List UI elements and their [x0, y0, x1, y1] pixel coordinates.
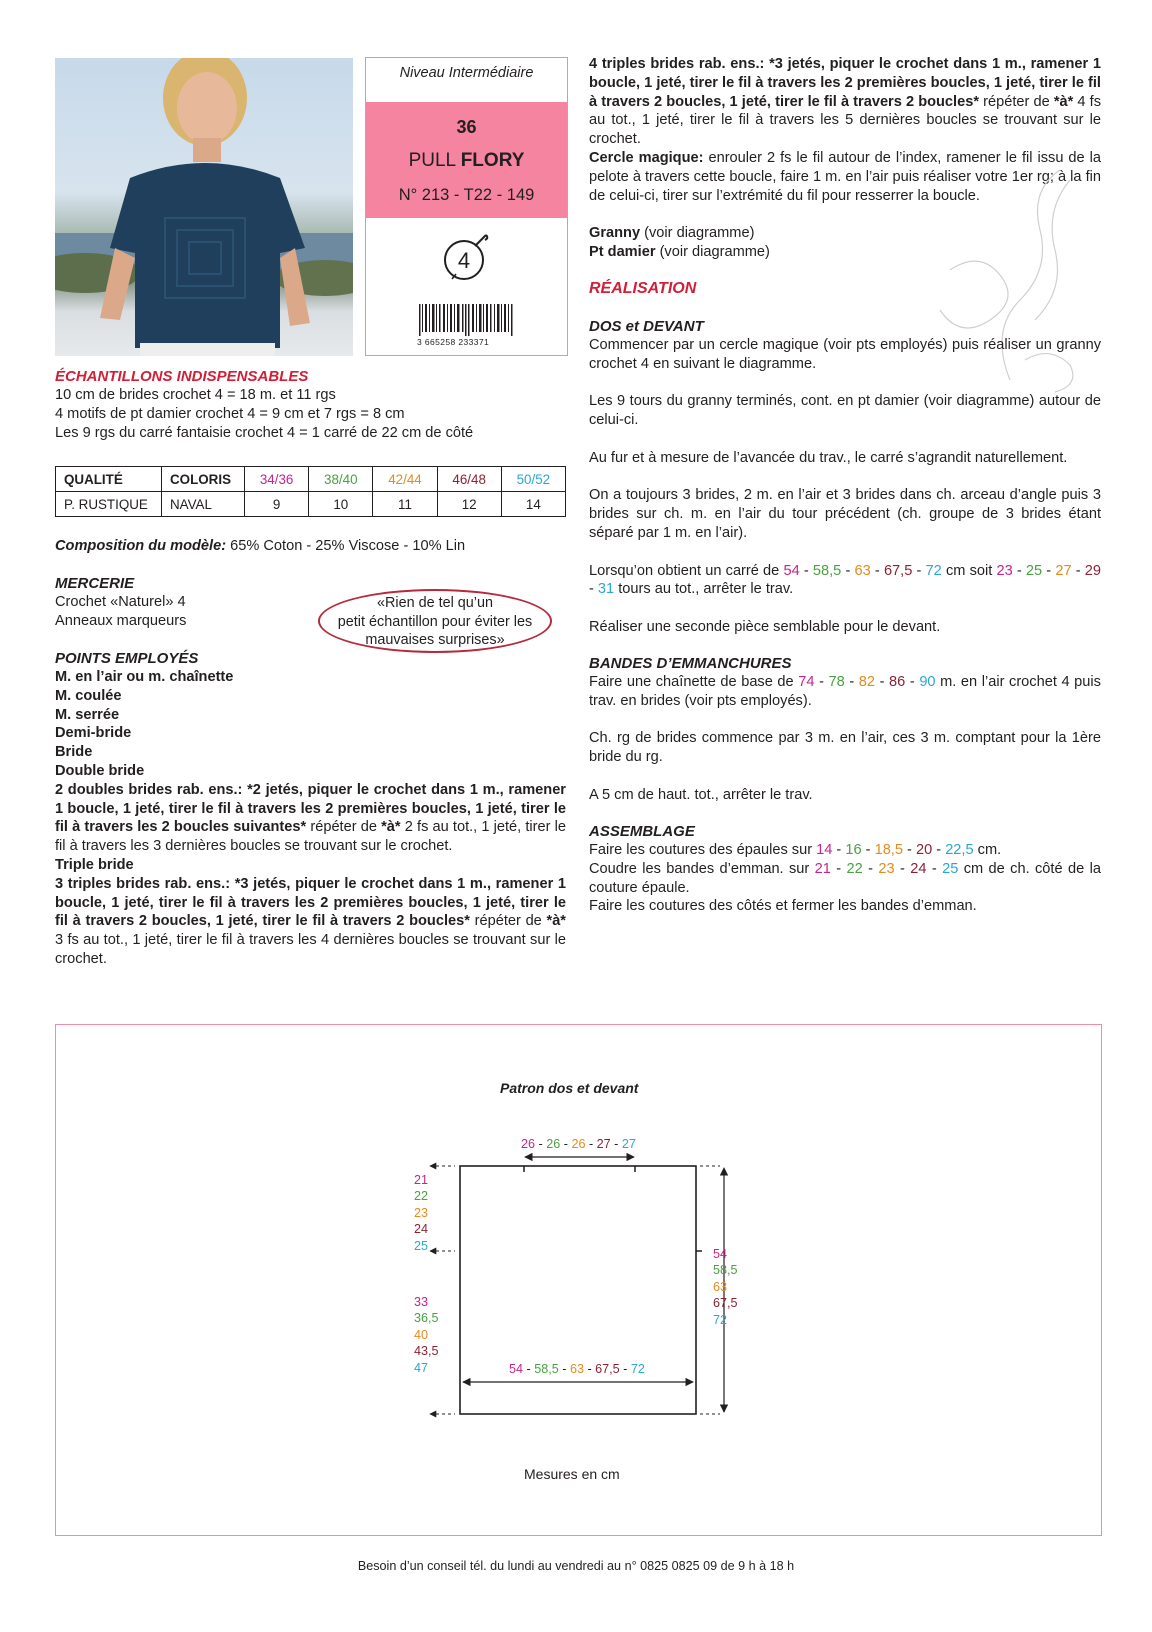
paragraph: Lorsqu’on obtient un carré de 54 - 58,5 - 63 - 67,5 - 72 cm soit 23 - 25 - 27 - 29 - 31 tours au tot., arrêter le trav.: [589, 562, 1101, 598]
diagram-title: Patron dos et devant: [500, 1080, 639, 1096]
table-cell: 14: [501, 492, 565, 517]
units-label: Mesures en cm: [524, 1466, 620, 1482]
table-header: 34/36: [245, 467, 309, 492]
stitch-desc: 2 doubles brides rab. ens.: *2 jetés, piquer le crochet dans 1 m., ramener 1 boucle, 1 jeté, tirer le fil à travers les 2 premières boucles, 1 jeté, tirer le fil à travers les 2 boucles suivantes* répéter de *à* 2 fs au tot., 1 jeté, tirer le fil à travers les 3 dernières boucles se trouvant sur le crochet.: [55, 781, 567, 855]
table-cell: 10: [309, 492, 373, 517]
bottom-measure-label: 54 - 58,5 - 63 - 67,5 - 72: [509, 1362, 645, 1376]
stitch-name: Demi-bride: [55, 725, 132, 742]
stitch-name: Bride: [55, 744, 93, 761]
left-bottom-measure-label: 33 36,5 40 43,5 47: [414, 1295, 439, 1375]
stitch-name: M. serrée: [55, 706, 120, 723]
paragraph: Faire les coutures des côtés et fermer les bandes d’emman.: [589, 898, 977, 915]
paragraph: Coudre les bandes d’emman. sur 21 - 22 - 23 - 24 - 25 cm de ch. côté de la couture épaule.: [589, 860, 1101, 896]
composition: Composition du modèle: 65% Coton - 25% Viscose - 10% Lin: [55, 538, 466, 554]
table-cell: 12: [437, 492, 501, 517]
table-cell: NAVAL: [162, 492, 245, 517]
paragraph: Les 9 tours du granny terminés, cont. en pt damier (voir diagramme) autour de celui-ci.: [589, 393, 1101, 429]
sample-line: 4 motifs de pt damier crochet 4 = 9 cm et 7 rgs = 8 cm: [55, 405, 405, 422]
list-item: Crochet «Naturel» 4: [55, 594, 186, 610]
paragraph: Ch. rg de brides commence par 3 m. en l’air, ces 3 m. comptant pour la 1ère bride du rg.: [589, 730, 1101, 766]
pattern-name: PULL FLORY: [408, 150, 525, 171]
left-top-measure-label: 21 22 23 24 25: [414, 1173, 429, 1253]
footer-help-line: Besoin d’un conseil tél. du lundi au vendredi au n° 0825 0825 09 de 9 h à 18 h: [357, 1559, 795, 1573]
stitch-desc: Pt damier (voir diagramme): [589, 243, 770, 260]
mercerie-title: MERCERIE: [55, 575, 135, 592]
paragraph: Au fur et à mesure de l’avancée du trav., le carré s’agrandit naturellement.: [589, 449, 1068, 466]
paragraph: On a toujours 3 brides, 2 m. en l’air et 3 brides dans ch. arceau d’angle puis 3 brides sur ch. m. en l’air du tour précédent (ch. groupe de 3 brides étant séparé par 1 m. en l’air).: [589, 487, 1101, 541]
table-header: QUALITÉ: [56, 467, 162, 492]
realisation-title: RÉALISATION: [589, 280, 697, 297]
assemblage-title: ASSEMBLAGE: [589, 823, 695, 840]
right-measure-label: 54 58,5 63 67,5 72: [713, 1247, 738, 1327]
pattern-ref: N° 213 - T22 - 149: [398, 186, 535, 204]
pattern-number: 36: [456, 117, 477, 137]
stitch-desc: 4 triples brides rab. ens.: *3 jetés, piquer le crochet dans 1 m., ramener 1 boucle, 1 jeté, tirer le fil à travers les 2 premières boucles, 1 jeté, tirer le fil à travers 2 boucles, 1 jeté, tirer le fil à travers 2 boucles* répéter de *à* 4 fs au tot., 1 jeté, tirer le fil à travers les 5 dernières boucles se trouvant sur le crochet.: [589, 56, 1101, 148]
dos-devant-title: DOS et DEVANT: [589, 318, 704, 335]
table-cell: P. RUSTIQUE: [56, 492, 162, 517]
table-header: 46/48: [437, 467, 501, 492]
bandes-title: BANDES D’EMMANCHURES: [589, 655, 792, 672]
table-header: COLORIS: [162, 467, 245, 492]
hook-size: 4: [457, 248, 471, 273]
table-header: 42/44: [373, 467, 437, 492]
top-measure-label: 26 - 26 - 26 - 27 - 27: [521, 1137, 636, 1151]
paragraph: Commencer par un cercle magique (voir pts employés) puis réaliser un granny crochet 4 en suivant le diagramme.: [589, 337, 1101, 372]
stitch-desc: Granny (voir diagramme): [589, 225, 755, 242]
paragraph: Faire une chaînette de base de 74 - 78 - 82 - 86 - 90 m. en l’air crochet 4 puis trav. en brides (voir pts employés).: [589, 674, 1101, 709]
points-title: POINTS EMPLOYÉS: [55, 650, 199, 667]
stitch-name: M. en l’air ou m. chaînette: [55, 669, 234, 685]
sample-line: 10 cm de brides crochet 4 = 18 m. et 11 rgs: [55, 387, 336, 403]
stitch-desc: 3 triples brides rab. ens.: *3 jetés, piquer le crochet dans 1 m., ramener 1 boucle, 1 jeté, tirer le fil à travers les 2 premières boucles, 1 jeté, tirer le fil à travers 2 boucles, 1 jeté, tirer le fil à travers 2 boucles* répéter de *à* 3 fs au tot., 1 jeté, tirer le fil à travers les 4 dernières boucles se trouvant sur le crochet.: [55, 875, 566, 967]
list-item: Anneaux marqueurs: [55, 612, 187, 629]
paragraph: A 5 cm de haut. tot., arrêter le trav.: [589, 786, 813, 803]
samples-title: ÉCHANTILLONS INDISPENSABLES: [55, 368, 309, 385]
table-header: 50/52: [501, 467, 565, 492]
stitch-name: Double bride: [55, 762, 145, 779]
table-header: 38/40: [309, 467, 373, 492]
paragraph: Réaliser une seconde pièce semblable pour le devant.: [589, 618, 941, 635]
paragraph: Faire les coutures des épaules sur 14 - 16 - 18,5 - 20 - 22,5 cm.: [589, 842, 1002, 858]
tip-callout: «Rien de tel qu’un petit échantillon pour éviter les mauvaises surprises»: [318, 589, 552, 653]
stitch-name: M. coulée: [55, 687, 122, 704]
table-cell: 11: [373, 492, 437, 517]
sample-line: Les 9 rgs du carré fantaisie crochet 4 = 1 carré de 22 cm de côté: [55, 424, 474, 441]
stitch-name: Triple bride: [55, 856, 134, 873]
table-cell: 9: [245, 492, 309, 517]
barcode-number: 3 665258 233371: [417, 337, 490, 347]
stitch-desc: Cercle magique: enrouler 2 fs le fil autour de l’index, ramener le fil issu de la pelote à travers cette boucle, faire 1 m. en l’air puis réaliser votre 1er rg; à la fin de celui-ci, tirer sur l’extrémité du fil pour resserrer la boucle.: [589, 149, 1102, 204]
level-label: Niveau Intermédiaire: [399, 65, 534, 81]
